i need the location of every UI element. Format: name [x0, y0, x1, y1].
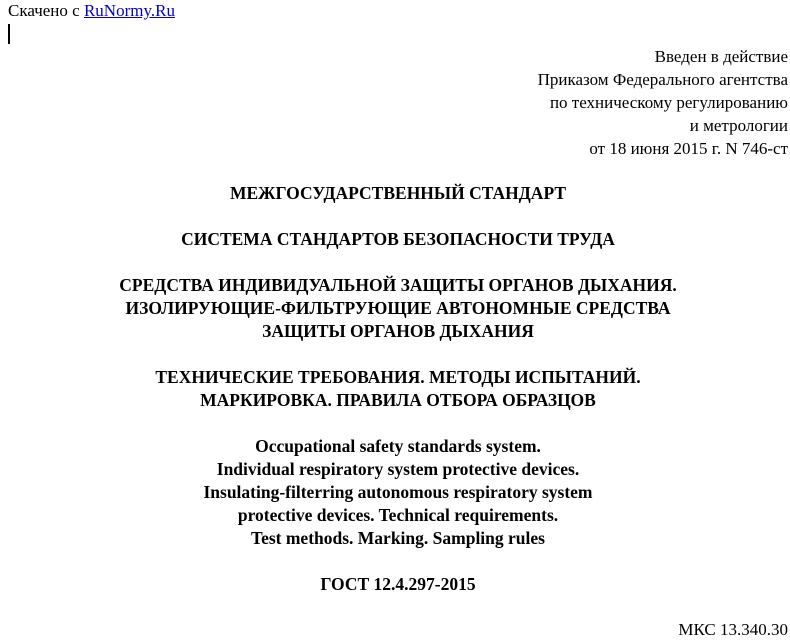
heading-line: СИСТЕМА СТАНДАРТОВ БЕЗОПАСНОСТИ ТРУДА: [181, 229, 615, 249]
approval-block: [538, 45, 788, 160]
english-line: Insulating-filterring autonomous respiratory system: [203, 482, 593, 502]
gost-line: ГОСТ 12.4.297-2015: [320, 574, 476, 594]
mks-code: МКС 13.340.30: [678, 620, 788, 639]
approval-line: Введен в действие: [654, 47, 788, 66]
approval-line: и метрологии: [689, 116, 788, 135]
title-line: СРЕДСТВА ИНДИВИДУАЛЬНОЙ ЗАЩИТЫ ОРГАНОВ ДЫХАНИЯ.: [119, 275, 677, 295]
source-line: [8, 0, 175, 22]
english-line: protective devices. Technical requirements.: [237, 505, 559, 525]
runormy-link[interactable]: RuNormy.Ru: [83, 1, 175, 20]
technical-line: ТЕХНИЧЕСКИЕ ТРЕБОВАНИЯ. МЕТОДЫ ИСПЫТАНИЙ.: [155, 367, 641, 387]
technical-line: МАРКИРОВКА. ПРАВИЛА ОТБОРА ОБРАЗЦОВ: [200, 390, 596, 410]
standards-system-heading: [0, 228, 790, 251]
technical-requirements-heading: [0, 366, 790, 412]
heading-line: МЕЖГОСУДАРСТВЕННЫЙ СТАНДАРТ: [229, 183, 567, 203]
gost-number: [0, 573, 790, 596]
english-line: Test methods. Marking. Sampling rules: [251, 528, 545, 548]
document-title: [0, 274, 790, 343]
approval-line: по техническому регулированию: [549, 93, 788, 112]
interstate-standard-heading: [0, 182, 790, 205]
english-line: Individual respiratory system protective devices.: [216, 459, 580, 479]
title-line: ИЗОЛИРУЮЩИЕ-ФИЛЬТРУЮЩИЕ АВТОНОМНЫЕ СРЕДСТВА: [125, 298, 671, 318]
source-prefix: Скачено с: [8, 1, 80, 20]
approval-line: Приказом Федерального агентства: [537, 70, 788, 89]
english-title: [0, 435, 790, 550]
english-line: Occupational safety standards system.: [255, 436, 541, 456]
title-line: ЗАЩИТЫ ОРГАНОВ ДЫХАНИЯ: [262, 321, 534, 341]
text-cursor: [8, 24, 10, 44]
approval-line: от 18 июня 2015 г. N 746-ст: [589, 139, 788, 158]
